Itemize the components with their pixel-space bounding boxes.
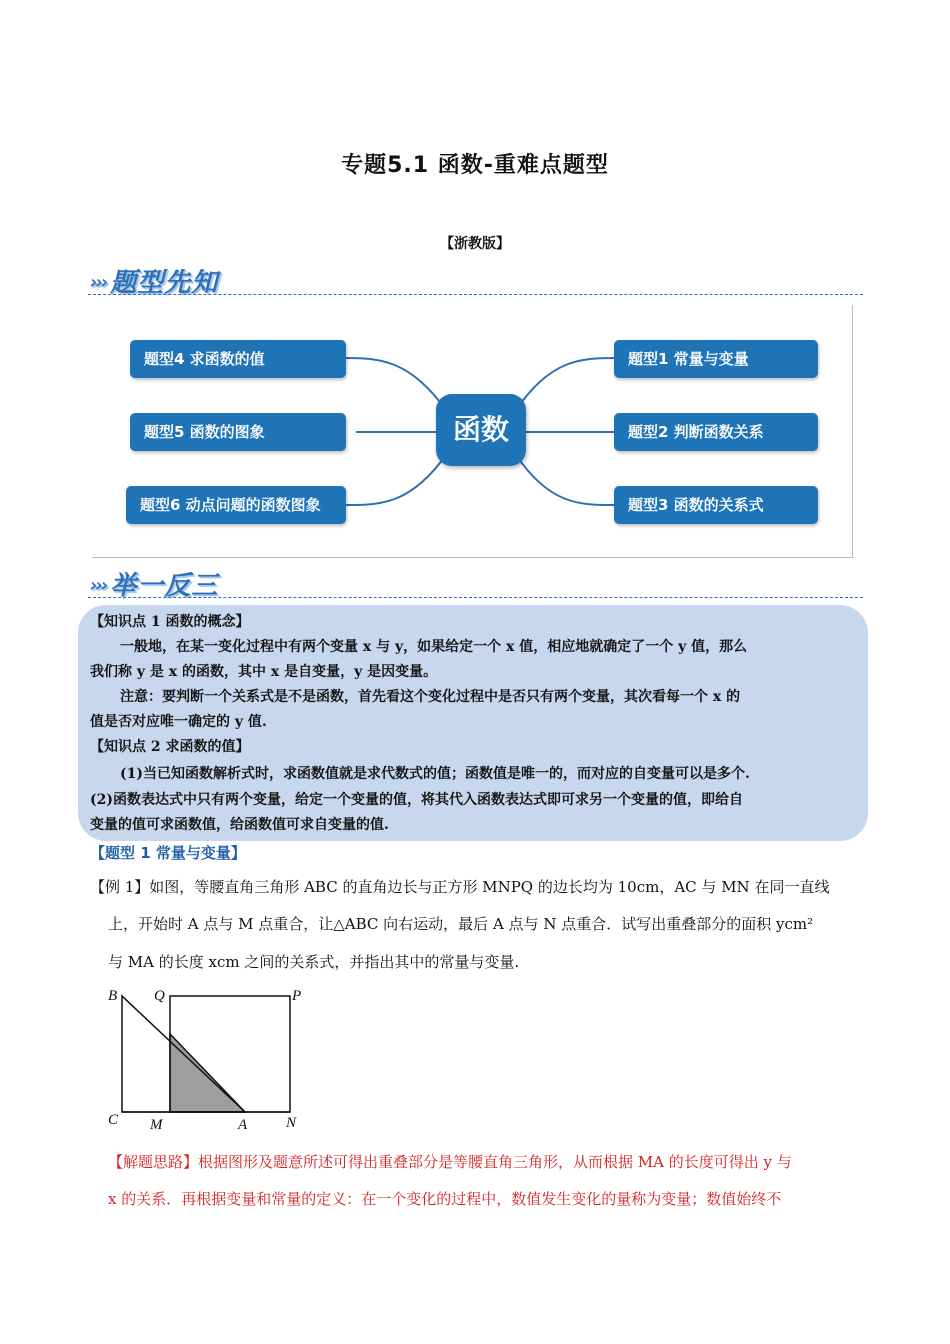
example-1-text: 与 MA 的长度 xcm 之间的关系式，并指出其中的常量与变量. [108,953,520,971]
mindmap-node-type6: 题型6 动点问题的函数图象 [126,486,346,524]
banner-arrows-icon: ››› [90,272,107,293]
banner-arrows-icon: ››› [90,575,107,596]
knowledge-2-text: (2)函数表达式中只有两个变量，给定一个变量的值，将其代入函数表达式即可求另一个变量的值，即给自 [90,792,743,808]
mindmap-center-node: 函数 [436,394,526,466]
divider [88,597,863,598]
overlap-shaded-region [170,1034,245,1112]
label-B: B [108,988,118,1004]
branch-line [516,455,614,505]
knowledge-1-note: 值是否对应唯一确定的 y 值. [90,714,267,730]
mindmap-node-type4: 题型4 求函数的值 [130,340,346,378]
mindmap-node-type5: 题型5 函数的图象 [130,413,346,451]
banner-text: 举一反三 [110,571,219,601]
branch-line [346,358,446,410]
knowledge-1-note: 注意：要判断一个关系式是不是函数，首先看这个变化过程中是否只有两个变量，其次看每一个 x 的 [120,689,741,705]
mindmap-node-type3: 题型3 函数的关系式 [614,486,818,524]
label-M: M [150,1117,163,1133]
branch-line [346,455,446,505]
edition-label: 【浙教版】 [440,236,510,252]
solution-idea-text: 【解题思路】根据图形及题意所述可得出重叠部分是等腰直角三角形，从而根据 MA 的长度可得出 y 与 [108,1153,792,1171]
knowledge-1-text: 一般地，在某一变化过程中有两个变量 x 与 y，如果给定一个 x 值，相应地就确定了一个 y 值，那么 [120,639,748,655]
label-P: P [292,988,302,1004]
knowledge-2-title: 【知识点 2 求函数的值】 [90,739,250,755]
triangle-square-figure [100,982,320,1134]
banner-text: 题型先知 [110,268,219,298]
page-title: 专题5.1 函数-重难点题型 [341,153,609,178]
mindmap-node-type1: 题型1 常量与变量 [614,340,818,378]
label-C: C [108,1112,119,1128]
label-N: N [286,1115,297,1131]
branch-line [516,358,614,410]
label-A: A [238,1117,248,1133]
knowledge-2-text: 变量的值可求函数值，给函数值可求自变量的值. [90,817,389,833]
knowledge-1-title: 【知识点 1 函数的概念】 [90,614,250,630]
example-1-text: 【例 1】如图，等腰直角三角形 ABC 的直角边长与正方形 MNPQ 的边长均为 10cm，AC 与 MN 在同一直线 [90,878,830,896]
solution-idea-text: x 的关系．再根据变量和常量的定义：在一个变化的过程中，数值发生变化的量称为变量；数值始终不 [108,1190,782,1208]
type-1-heading: 【题型 1 常量与变量】 [90,844,246,862]
label-Q: Q [154,988,165,1004]
knowledge-2-text: (1)当已知函数解析式时，求函数值就是求代数式的值；函数值是唯一的，而对应的自变量可以是多个. [120,766,750,782]
mindmap-node-type2: 题型2 判断函数关系 [614,413,818,451]
knowledge-1-text: 我们称 y 是 x 的函数，其中 x 是自变量，y 是因变量。 [90,664,438,680]
example-1-text: 上，开始时 A 点与 M 点重合，让△ABC 向右运动，最后 A 点与 N 点重合．试写出重叠部分的面积 ycm² [108,915,814,933]
